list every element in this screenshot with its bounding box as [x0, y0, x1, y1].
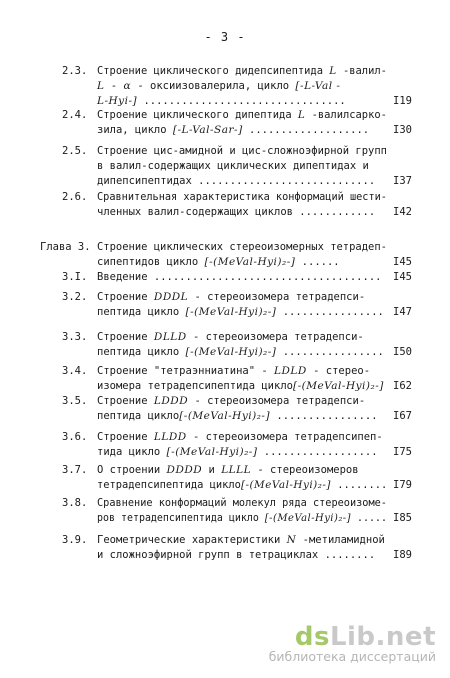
toc-entry-line — [97, 379, 384, 394]
toc-entry-number: 3.I. — [62, 271, 88, 283]
watermark — [269, 622, 436, 664]
handwritten-formula: LDLD — [274, 365, 307, 377]
handwritten-formula: [-(MeVal-Hyi)₂-] — [264, 512, 351, 524]
toc-entry-text: .................. — [257, 446, 378, 458]
watermark-logo: dsLib.net — [294, 622, 436, 652]
toc-entry-page: I37 — [393, 175, 412, 187]
toc-entry-line — [97, 108, 387, 123]
toc-entry-page: I45 — [393, 256, 412, 268]
handwritten-formula: [-(MeVal-Hyi)₂-] — [204, 256, 296, 268]
toc-entry-line — [97, 123, 369, 138]
toc-entry-page: I62 — [393, 380, 412, 392]
toc-entry-text: ...... — [295, 256, 340, 268]
toc-entry-line — [97, 445, 378, 460]
toc-entry-text: дипепсипептидах ............................ — [97, 175, 376, 187]
toc-entry-text: Строение — [97, 395, 154, 407]
toc-entry-text: - стереоизомера тетрадепсипеп- — [186, 431, 383, 443]
handwritten-formula: L — [297, 109, 306, 121]
toc-entry-line — [97, 94, 346, 109]
toc-entry-text: Строение — [97, 291, 154, 303]
handwritten-formula: N — [286, 534, 297, 546]
toc-entry-number: 3.8. — [62, 497, 88, 509]
handwritten-formula: [-L-Val-Sar-] — [172, 124, 243, 136]
toc-entry-line — [97, 511, 387, 526]
toc-entry-text: Строение цис-амидной и цис-сложноэфирной групп — [97, 145, 387, 157]
toc-entry-line — [97, 79, 340, 94]
handwritten-formula: [-(MeVal-Hyi)₂-] — [179, 410, 271, 422]
toc-entry-line — [97, 330, 364, 345]
toc-entry-text: -валил- — [336, 65, 387, 77]
toc-entry-number: Глава 3. — [40, 241, 91, 253]
toc-entry-number: 3.6. — [62, 431, 88, 443]
toc-entry-text: - стереоизомера тетрадепси- — [188, 395, 366, 407]
handwritten-formula: [-L-Val - — [295, 80, 341, 92]
toc-entry-line — [97, 533, 385, 548]
toc-entry-text: Строение — [97, 431, 154, 443]
watermark-subtitle: библиотека диссертаций — [268, 649, 436, 664]
toc-entry-text: ................ — [276, 346, 384, 358]
handwritten-formula: [-(MeVal-Hyi)₂-] — [292, 380, 384, 392]
toc-entry-text: О строении — [97, 464, 167, 476]
toc-entry-text: и сложноэфирной групп в тетрациклах ........ — [97, 549, 376, 561]
toc-entry-line — [97, 270, 381, 285]
toc-entry-text: пептида цикло — [97, 346, 186, 358]
toc-entry-text: ров тетрадепсипептида цикло — [97, 512, 265, 524]
toc-entry-text: Введение .................................... — [97, 271, 382, 283]
toc-entry-line — [97, 174, 375, 189]
toc-entry-text: сипептидов цикло — [97, 256, 205, 268]
toc-entry-text: пептида цикло — [97, 410, 180, 422]
toc-entry-line — [97, 478, 387, 493]
toc-entry-text: Сравнительная характеристика конформаций шести- — [97, 191, 387, 203]
toc-entry-text: Геометрические характеристики — [97, 534, 287, 546]
toc-entry-text: - — [104, 80, 124, 92]
toc-entry-page: I89 — [393, 549, 412, 561]
toc-entry-page: I30 — [393, 124, 412, 136]
toc-entry-number: 2.4. — [62, 109, 88, 121]
toc-entry-text: ................ — [276, 306, 384, 318]
toc-entry-text: зила, цикло — [97, 124, 173, 136]
handwritten-formula: LLDD — [153, 431, 187, 443]
handwritten-formula: [-(MeVal-Hyi)₂-] — [166, 446, 258, 458]
toc-entry-line — [97, 240, 387, 255]
toc-entry-line — [97, 548, 375, 563]
toc-entry-text: пептида цикло — [97, 306, 186, 318]
toc-entry-text: - стереоизомеров — [251, 464, 359, 476]
handwritten-formula: [-(MeVal-Hyi)₂-] — [240, 479, 331, 491]
toc-entry-line — [97, 463, 359, 478]
toc-entry-page: I19 — [393, 95, 412, 107]
toc-entry-text: Строение — [97, 331, 154, 343]
toc-entry-number: 2.3. — [62, 65, 88, 77]
toc-entry-text: и — [202, 464, 222, 476]
toc-entry-line — [97, 430, 383, 445]
toc-entry-page: I47 — [393, 306, 412, 318]
toc-entry-text: - стереоизомера тетрадепси- — [188, 291, 366, 303]
toc-entry-number: 2.5. — [62, 145, 88, 157]
toc-entry-page: I45 — [393, 271, 412, 283]
toc-entry-number: 2.6. — [62, 191, 88, 203]
toc-entry-line — [97, 345, 384, 360]
toc-entry-text: -метиламидной — [296, 534, 385, 546]
handwritten-formula: L — [97, 80, 105, 92]
toc-entry-text: ................... — [242, 124, 370, 136]
toc-entry-text: - оксиизовалерила, цикло — [131, 80, 296, 92]
handwritten-formula: L-Hyi-] — [97, 95, 138, 107]
handwritten-formula: α — [123, 80, 132, 92]
toc-entry-text: ................ — [270, 410, 378, 422]
toc-entry-line — [97, 305, 384, 320]
toc-entry-line — [97, 290, 365, 305]
toc-entry-text: - стерео- — [306, 365, 371, 377]
toc-entry-line — [97, 364, 370, 379]
handwritten-formula: LLLL — [221, 464, 252, 476]
toc-entry-number: 3.4. — [62, 365, 88, 377]
toc-entry-text: в валил-содержащих циклических дипептидах и — [97, 160, 369, 172]
handwritten-formula: DLLD — [153, 331, 187, 343]
page-number: - 3 - — [204, 30, 246, 44]
toc-entry-page: I67 — [393, 410, 412, 422]
toc-entry-line — [97, 496, 387, 511]
toc-entry-line — [97, 394, 365, 409]
toc-entry-number: 3.7. — [62, 464, 88, 476]
toc-entry-number: 3.2. — [62, 291, 88, 303]
toc-entry-text: Строение циклических стереоизомерных тетрадеп- — [97, 241, 387, 253]
toc-entry-text: тида цикло — [97, 446, 167, 458]
handwritten-formula: DDDD — [166, 464, 203, 476]
toc-entry-number: 3.5. — [62, 395, 88, 407]
toc-entry-text: Сравнение конформаций молекул ряда стереоизоме- — [97, 497, 387, 509]
toc-entry-text: Строение циклического дипептида — [97, 109, 298, 121]
toc-entry-line — [97, 159, 369, 174]
toc-entry-text: Строение циклического дидепсипептида — [97, 65, 330, 77]
toc-entry-text: изомера тетрадепсипептида цикло — [97, 380, 293, 392]
toc-entry-page: I75 — [393, 446, 412, 458]
toc-entry-page: I42 — [393, 206, 412, 218]
handwritten-formula: DDDL — [153, 291, 189, 303]
toc-entry-text: -валилсаркo- — [305, 109, 387, 121]
toc-entry-text: ..... — [350, 512, 387, 524]
toc-entry-page: I50 — [393, 346, 412, 358]
handwritten-formula: [-(MeVal-Hyi)₂-] — [185, 306, 277, 318]
toc-entry-line — [97, 190, 387, 205]
toc-entry-number: 3.9. — [62, 534, 88, 546]
toc-entry-text: Строение "тетраэнниатина" - — [97, 365, 275, 377]
handwritten-formula: L — [329, 65, 337, 77]
toc-entry-text: тетрадепсипептида цикло — [97, 479, 241, 491]
handwritten-formula: [-(MeVal-Hyi)₂-] — [185, 346, 277, 358]
toc-entry-line — [97, 409, 378, 424]
toc-entry-number: 3.3. — [62, 331, 88, 343]
toc-entry-page: I85 — [393, 512, 412, 524]
toc-entry-line — [97, 144, 387, 159]
toc-entry-text: - стереоизомера тетрадепси- — [186, 331, 364, 343]
toc-entry-text: ........ — [330, 479, 388, 491]
handwritten-formula: LDDD — [153, 395, 189, 407]
toc-entry-line — [97, 255, 340, 270]
toc-entry-page: I79 — [393, 479, 412, 491]
toc-entry-line — [97, 205, 375, 220]
toc-entry-line — [97, 64, 387, 79]
toc-entry-text: ................................ — [137, 95, 346, 107]
toc-entry-text: членных валил-содержащих циклов ............ — [97, 206, 376, 218]
